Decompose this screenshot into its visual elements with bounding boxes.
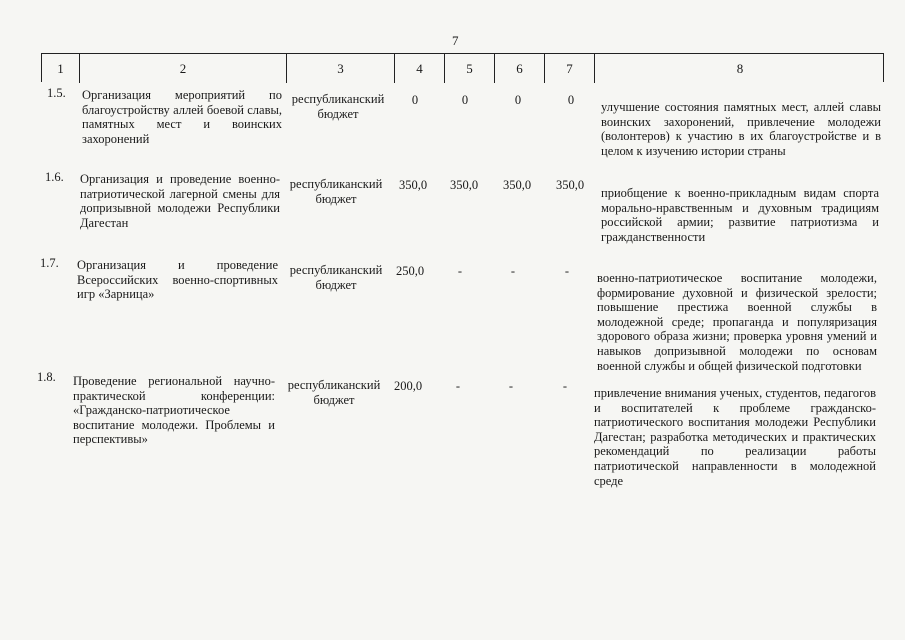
header-col-6: 6 [495,54,545,83]
row-funding-source: республиканский бюджет [287,378,381,407]
row-value-col6: 350,0 [502,178,532,192]
row-expected-result: приобщение к военно-прикладным видам спорта морально-нравственным и духовным традициям российской армии; развитие патриотизма и гражданственности [601,186,879,244]
row-value-col6: - [510,264,516,278]
row-value-col6: - [508,379,514,393]
row-value-col5: - [457,264,463,278]
row-expected-result: привлечение внимания ученых, студентов, педагогов и воспитателей к проблеме гражданско-патриотического воспитания молодежи Республики Дагестан; разработка методических и практических рекомендаций по реализации работы патриотической направленности в молодежной среде [594,386,876,488]
row-value-col7: 0 [567,93,575,107]
header-col-1: 1 [42,54,80,83]
row-value-col5: 350,0 [449,178,479,192]
header-col-5: 5 [445,54,495,83]
row-value-col4: 350,0 [398,178,428,192]
header-col-4: 4 [395,54,445,83]
row-activity: Организация и проведение военно-патриотической лагерной смены для допризывной молодежи Республики Дагестан [80,172,280,230]
row-value-col5: - [455,379,461,393]
row-activity: Организация мероприятий по благоустройству аллей боевой славы, памятных мест и воинских захоронений [82,88,282,146]
row-value-col4: 200,0 [393,379,423,393]
row-expected-result: улучшение состояния памятных мест, аллей славы воинских захоронений, привлечение молодежи (волонтеров) к участию в их благоустройстве и в целом к изучению истории страны [601,100,881,158]
row-value-col7: - [562,379,568,393]
row-value-col5: 0 [461,93,469,107]
row-number: 1.7. [40,256,59,270]
row-expected-result: военно-патриотическое воспитание молодежи, формирование духовной и физической зрелости; повышение престижа военной службы в молодежной среде; пропаганда и популяризация здорового образа жизни; проверка уровня умений и навыков допризывной молодежи по основам военной службы и общей физической подготовки [597,271,877,373]
row-funding-source: республиканский бюджет [289,263,383,292]
header-col-7: 7 [545,54,595,83]
table-header [41,53,884,82]
row-number: 1.5. [47,86,66,100]
header-col-2: 2 [80,54,287,83]
row-value-col7: 350,0 [555,178,585,192]
row-value-col7: - [564,264,570,278]
row-number: 1.8. [37,370,56,384]
row-value-col4: 250,0 [395,264,425,278]
row-value-col6: 0 [514,93,522,107]
header-col-8: 8 [736,61,744,76]
row-value-col4: 0 [411,93,419,107]
row-funding-source: республиканский бюджет [291,92,385,121]
row-number: 1.6. [45,170,64,184]
row-activity: Проведение региональной научно-практической конференции: «Гражданско-патриотическое воспитание молодежи. Проблемы и перспективы» [73,374,275,447]
row-activity: Организация и проведение Всероссийских военно-спортивных игр «Зарница» [77,258,278,302]
header-col-3: 3 [287,54,395,83]
row-funding-source: республиканский бюджет [289,177,383,206]
page-number: 7 [452,33,459,48]
